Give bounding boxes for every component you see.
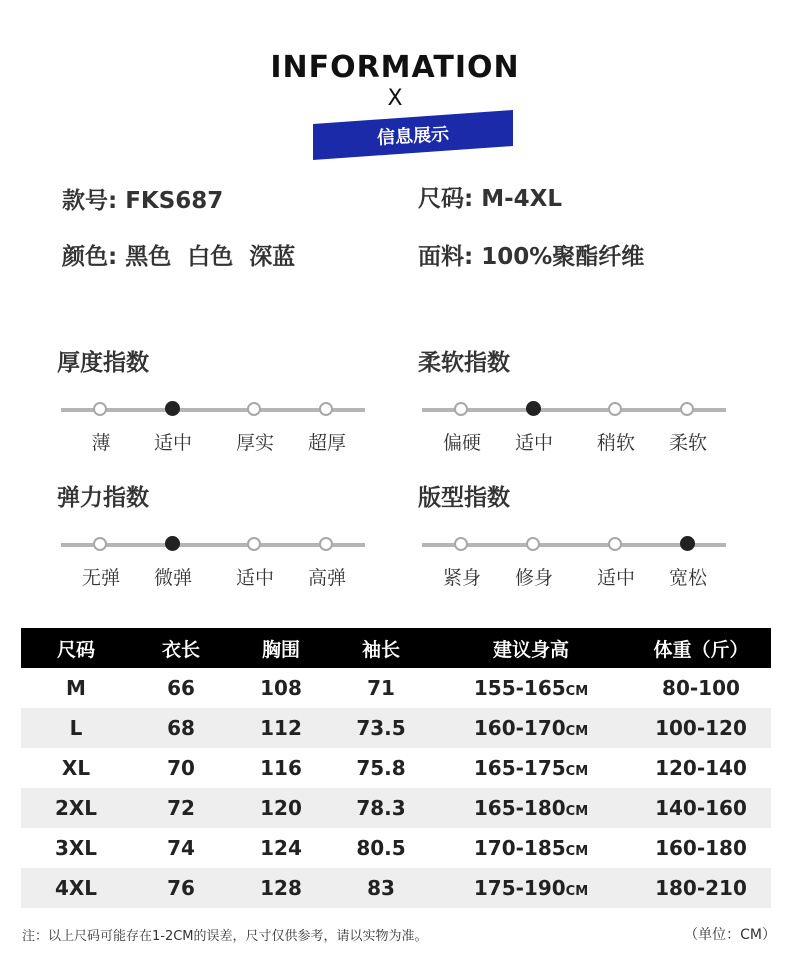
cell-value: 80.5 xyxy=(356,836,406,860)
gauge-title: 柔软指数 xyxy=(418,350,510,376)
height-unit: CM xyxy=(565,804,589,819)
header-sleeve: 袖长 xyxy=(331,628,431,668)
gauge-title: 版型指数 xyxy=(418,485,510,511)
table-cell xyxy=(131,748,231,788)
footnote: 注：以上尺码可能存在1-2CM的误差，尺寸仅供参考，请以实物为准。 xyxy=(22,929,428,944)
gauge-dot-selected xyxy=(526,401,541,416)
table-row xyxy=(21,828,771,868)
height-unit: CM xyxy=(565,844,589,859)
header-height: 建议身高 xyxy=(431,628,631,668)
gauge-dot xyxy=(319,537,333,551)
table-cell xyxy=(21,868,131,908)
gauge-dot xyxy=(680,402,694,416)
gauge-dot xyxy=(247,402,261,416)
header-weight: 体重（斤） xyxy=(631,628,771,668)
table-cell xyxy=(131,668,231,708)
table-cell xyxy=(331,668,431,708)
fabric-value: 100%聚酯纤维 xyxy=(481,244,645,270)
color-info xyxy=(62,238,295,271)
cell-value: XL xyxy=(61,756,91,780)
fabric-info xyxy=(418,238,644,271)
cell-value: 175-190 xyxy=(473,876,566,900)
table-cell xyxy=(631,788,771,828)
gauge-dot xyxy=(608,402,622,416)
gauge-dot xyxy=(454,402,468,416)
gauge-option-label: 适中 xyxy=(235,567,275,589)
table-cell xyxy=(231,788,331,828)
table-cell xyxy=(431,828,631,868)
cell-value: 76 xyxy=(167,876,195,900)
gauge-option-label: 超厚 xyxy=(307,432,347,454)
table-cell xyxy=(631,708,771,748)
gauge-option-label: 紧身 xyxy=(442,567,482,589)
table-cell xyxy=(331,708,431,748)
table-cell xyxy=(131,708,231,748)
cell-value: 155-165 xyxy=(473,676,566,700)
gauge-thickness xyxy=(57,344,377,464)
style-number-label: 款号: xyxy=(62,188,118,214)
table-row xyxy=(21,708,771,748)
cell-value: 70 xyxy=(167,756,195,780)
header-length: 衣长 xyxy=(131,628,231,668)
table-cell xyxy=(431,748,631,788)
table-cell xyxy=(131,788,231,828)
height-unit: CM xyxy=(565,884,589,899)
cell-value: 74 xyxy=(167,836,195,860)
gauge-option-label: 柔软 xyxy=(668,432,708,454)
header-chest: 胸围 xyxy=(231,628,331,668)
gauge-option-label: 修身 xyxy=(514,567,554,589)
gauge-option-label: 宽松 xyxy=(668,567,708,589)
cell-value: 120 xyxy=(260,796,302,820)
table-cell xyxy=(231,828,331,868)
cell-value: 68 xyxy=(167,716,195,740)
cell-value: 73.5 xyxy=(356,716,406,740)
gauge-dot xyxy=(93,402,107,416)
gauge-dot xyxy=(454,537,468,551)
cell-value: 4XL xyxy=(54,876,98,900)
page-title: INFORMATION xyxy=(270,50,520,85)
unit-note: （单位：CM） xyxy=(684,927,776,943)
cell-value: 165-175 xyxy=(473,756,566,780)
table-cell xyxy=(331,828,431,868)
gauge-option-label: 偏硬 xyxy=(442,432,482,454)
gauge-option-label: 厚实 xyxy=(235,432,275,454)
cell-value: 78.3 xyxy=(356,796,406,820)
cell-value: 160-170 xyxy=(473,716,566,740)
table-cell xyxy=(631,828,771,868)
cell-value: 112 xyxy=(260,716,302,740)
style-number xyxy=(62,182,223,215)
cell-value: 83 xyxy=(367,876,395,900)
table-cell xyxy=(21,708,131,748)
table-cell xyxy=(21,828,131,868)
table-cell xyxy=(431,708,631,748)
gauge-option-label: 适中 xyxy=(596,567,636,589)
gauge-elasticity xyxy=(57,479,377,599)
cell-value: 80-100 xyxy=(662,676,740,700)
table-cell xyxy=(331,748,431,788)
gauge-dot-selected xyxy=(165,401,180,416)
style-number-value: FKS687 xyxy=(125,188,224,214)
gauge-option-label: 微弹 xyxy=(153,567,193,589)
color-value: 黑色 白色 深蓝 xyxy=(125,244,296,270)
table-cell xyxy=(231,748,331,788)
header-size: 尺码 xyxy=(21,628,131,668)
cell-value: L xyxy=(69,716,83,740)
gauge-title: 厚度指数 xyxy=(57,350,149,376)
table-cell xyxy=(21,668,131,708)
cell-value: 108 xyxy=(260,676,302,700)
table-row xyxy=(21,868,771,908)
table-cell xyxy=(631,868,771,908)
cell-value: 124 xyxy=(260,836,302,860)
table-cell xyxy=(431,788,631,828)
gauge-dot xyxy=(608,537,622,551)
table-cell xyxy=(431,868,631,908)
height-unit: CM xyxy=(565,764,589,779)
color-label: 颜色: xyxy=(62,244,118,270)
gauge-dot xyxy=(247,537,261,551)
table-cell xyxy=(131,828,231,868)
cell-value: 66 xyxy=(167,676,195,700)
cell-value: 71 xyxy=(367,676,395,700)
table-row xyxy=(21,668,771,708)
cell-value: 100-120 xyxy=(655,716,747,740)
gauge-fit xyxy=(418,479,738,599)
cell-value: 160-180 xyxy=(655,836,747,860)
table-cell xyxy=(231,868,331,908)
cell-value: M xyxy=(66,676,86,700)
gauge-option-label: 稍软 xyxy=(596,432,636,454)
size-table xyxy=(21,628,771,908)
title-x-mark: X xyxy=(387,86,403,111)
gauge-dot xyxy=(93,537,107,551)
table-row xyxy=(21,748,771,788)
cell-value: 170-185 xyxy=(473,836,566,860)
height-unit: CM xyxy=(565,684,589,699)
cell-value: 72 xyxy=(167,796,195,820)
banner-label: 信息展示 xyxy=(376,124,450,149)
table-cell xyxy=(631,668,771,708)
height-unit: CM xyxy=(565,724,589,739)
cell-value: 140-160 xyxy=(655,796,747,820)
table-cell xyxy=(331,868,431,908)
table-cell xyxy=(231,668,331,708)
header xyxy=(0,0,790,170)
gauge-dot-selected xyxy=(165,536,180,551)
table-row xyxy=(21,788,771,828)
gauge-option-label: 薄 xyxy=(91,432,111,454)
cell-value: 116 xyxy=(260,756,302,780)
cell-value: 3XL xyxy=(54,836,98,860)
table-cell xyxy=(21,788,131,828)
size-range-value: M-4XL xyxy=(481,186,563,212)
cell-value: 180-210 xyxy=(655,876,747,900)
cell-value: 128 xyxy=(260,876,302,900)
gauge-option-label: 适中 xyxy=(153,432,193,454)
fabric-label: 面料: xyxy=(418,244,474,270)
table-cell xyxy=(131,868,231,908)
table-cell xyxy=(331,788,431,828)
size-range-label: 尺码: xyxy=(418,186,474,212)
table-cell xyxy=(231,708,331,748)
table-cell xyxy=(21,748,131,788)
gauge-option-label: 适中 xyxy=(514,432,554,454)
gauge-dot xyxy=(526,537,540,551)
table-cell xyxy=(631,748,771,788)
cell-value: 165-180 xyxy=(473,796,566,820)
gauge-option-label: 无弹 xyxy=(81,567,121,589)
size-range xyxy=(418,180,562,213)
cell-value: 2XL xyxy=(54,796,98,820)
gauge-dot xyxy=(319,402,333,416)
cell-value: 75.8 xyxy=(356,756,406,780)
table-cell xyxy=(431,668,631,708)
gauge-title: 弹力指数 xyxy=(57,485,149,511)
gauge-option-label: 高弹 xyxy=(307,567,347,589)
size-table-header xyxy=(21,628,771,668)
cell-value: 120-140 xyxy=(655,756,747,780)
gauge-dot-selected xyxy=(680,536,695,551)
gauge-softness xyxy=(418,344,738,464)
